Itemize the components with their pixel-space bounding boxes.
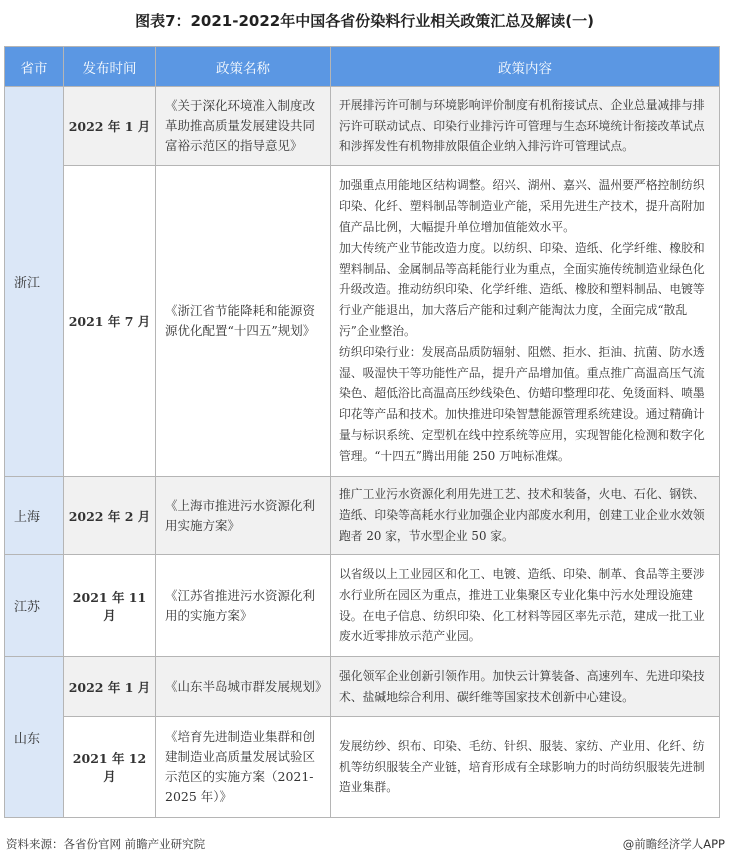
credit-note: @前瞻经济学人APP	[622, 837, 725, 851]
header-date: 发布时间	[64, 47, 156, 87]
content-paragraph: 加强重点用能地区结构调整。绍兴、湖州、嘉兴、温州要严格控制纺织印染、化纤、塑料制品等制造业产能，采用先进生产技术，提升高附加值产品比例，大幅提升单位增加值能效水平。	[339, 178, 705, 235]
content-paragraph: 开展排污许可制与环境影响评价制度有机衔接试点、企业总量减排与排污许可联动试点、印染行业排污许可管理与生态环境统计衔接改革试点和涉挥发性有机物排放限值企业纳入排污许可管理试点。	[339, 97, 705, 154]
content-paragraph: 强化领军企业创新引领作用。加快云计算装备、高速列车、先进印染技术、盐碱地综合利用、碳纤维等国家技术创新中心建设。	[339, 668, 705, 704]
date-cell: 2022 年 2 月	[64, 477, 156, 555]
policy-content-cell	[331, 717, 720, 818]
table-row	[5, 477, 720, 555]
policy-name-cell: 《浙江省节能降耗和能源资源优化配置“十四五”规划》	[156, 166, 331, 477]
province-cell-jiangsu: 江苏	[5, 555, 64, 657]
table-row	[5, 657, 720, 717]
content-paragraph: 推广工业污水资源化利用先进工艺、技术和装备，火电、石化、钢铁、造纸、印染等高耗水行业加强企业内部废水利用，创建工业企业水效领跑者 20 家，节水型企业 50 家。	[339, 487, 705, 543]
date-cell: 2021 年 11 月	[64, 555, 156, 657]
province-cell-shandong: 山东	[5, 657, 64, 818]
policy-content-cell	[331, 87, 720, 166]
content-paragraph: 以省级以上工业园区和化工、电镀、造纸、印染、制革、食品等主要涉水行业所在园区为重点，推进工业集聚区专业化集中污水处理设施建设。在电子信息、纺织印染、化工材料等园区率先示范，建成一批工业废水近零排放示范产业园。	[339, 566, 705, 644]
header-province: 省市	[5, 47, 64, 87]
policy-content-cell	[331, 477, 720, 555]
header-policy-name: 政策名称	[156, 47, 331, 87]
date-cell: 2022 年 1 月	[64, 657, 156, 717]
policy-content-cell	[331, 166, 720, 477]
province-cell-shanghai: 上海	[5, 477, 64, 555]
policy-name-cell: 《关于深化环境准入制度改革助推高质量发展建设共同富裕示范区的指导意见》	[156, 87, 331, 166]
policy-name-cell: 《上海市推进污水资源化利用实施方案》	[156, 477, 331, 555]
source-note: 资料来源：各省份官网 前瞻产业研究院	[6, 837, 206, 851]
table-row	[5, 166, 720, 477]
policy-content-cell	[331, 657, 720, 717]
table-row	[5, 717, 720, 818]
table-row	[5, 87, 720, 166]
province-cell-zhejiang: 浙江	[5, 87, 64, 477]
table-row	[5, 555, 720, 657]
policy-name-cell: 《培育先进制造业集群和创建制造业高质量发展试验区示范区的实施方案（2021-2025 年）》	[156, 717, 331, 818]
date-cell: 2021 年 7 月	[64, 166, 156, 477]
policy-name-cell: 《山东半岛城市群发展规划》	[156, 657, 331, 717]
table-header-row	[5, 47, 720, 87]
date-cell: 2021 年 12 月	[64, 717, 156, 818]
policy-content-cell	[331, 555, 720, 657]
policy-name-cell: 《江苏省推进污水资源化利用的实施方案》	[156, 555, 331, 657]
policy-table	[4, 46, 720, 818]
content-paragraph: 加大传统产业节能改造力度。以纺织、印染、造纸、化学纤维、橡胶和塑料制品、金属制品等高耗能行业为重点，全面实施传统制造业绿色化升级改造。推动纺织印染、化学纤维、造纸、橡胶和塑料制品、电镀等行业产能退出，加大落后产能和过剩产能淘汰力度，全面完成“散乱污”企业整治。	[339, 240, 705, 338]
header-policy-content: 政策内容	[331, 47, 720, 87]
figure-title: 图表7：2021-2022年中国各省份染料行业相关政策汇总及解读(一)	[135, 12, 594, 30]
date-cell: 2022 年 1 月	[64, 87, 156, 166]
content-paragraph: 发展纺纱、织布、印染、毛纺、针织、服装、家纺、产业用、化纤、纺机等纺织服装全产业链，培育形成有全球影响力的时尚纺织服装先进制造业集群。	[339, 738, 705, 795]
content-paragraph: 纺织印染行业：发展高品质防辐射、阻燃、拒水、拒油、抗菌、防水透湿、吸湿快干等功能性产品，提升产品增加值。重点推广高温高压气流染色、超低浴比高温高压纱线染色、仿蜡印整理印花、免烫面料、喷墨印花等产品和技术。加快推进印染智慧能源管理系统建设。通过精确计量与标识系统、定型机在线中控系统等应用，实现智能化检测和数字化管理。“十四五”腾出用能 250 万吨标准煤。	[339, 344, 705, 463]
